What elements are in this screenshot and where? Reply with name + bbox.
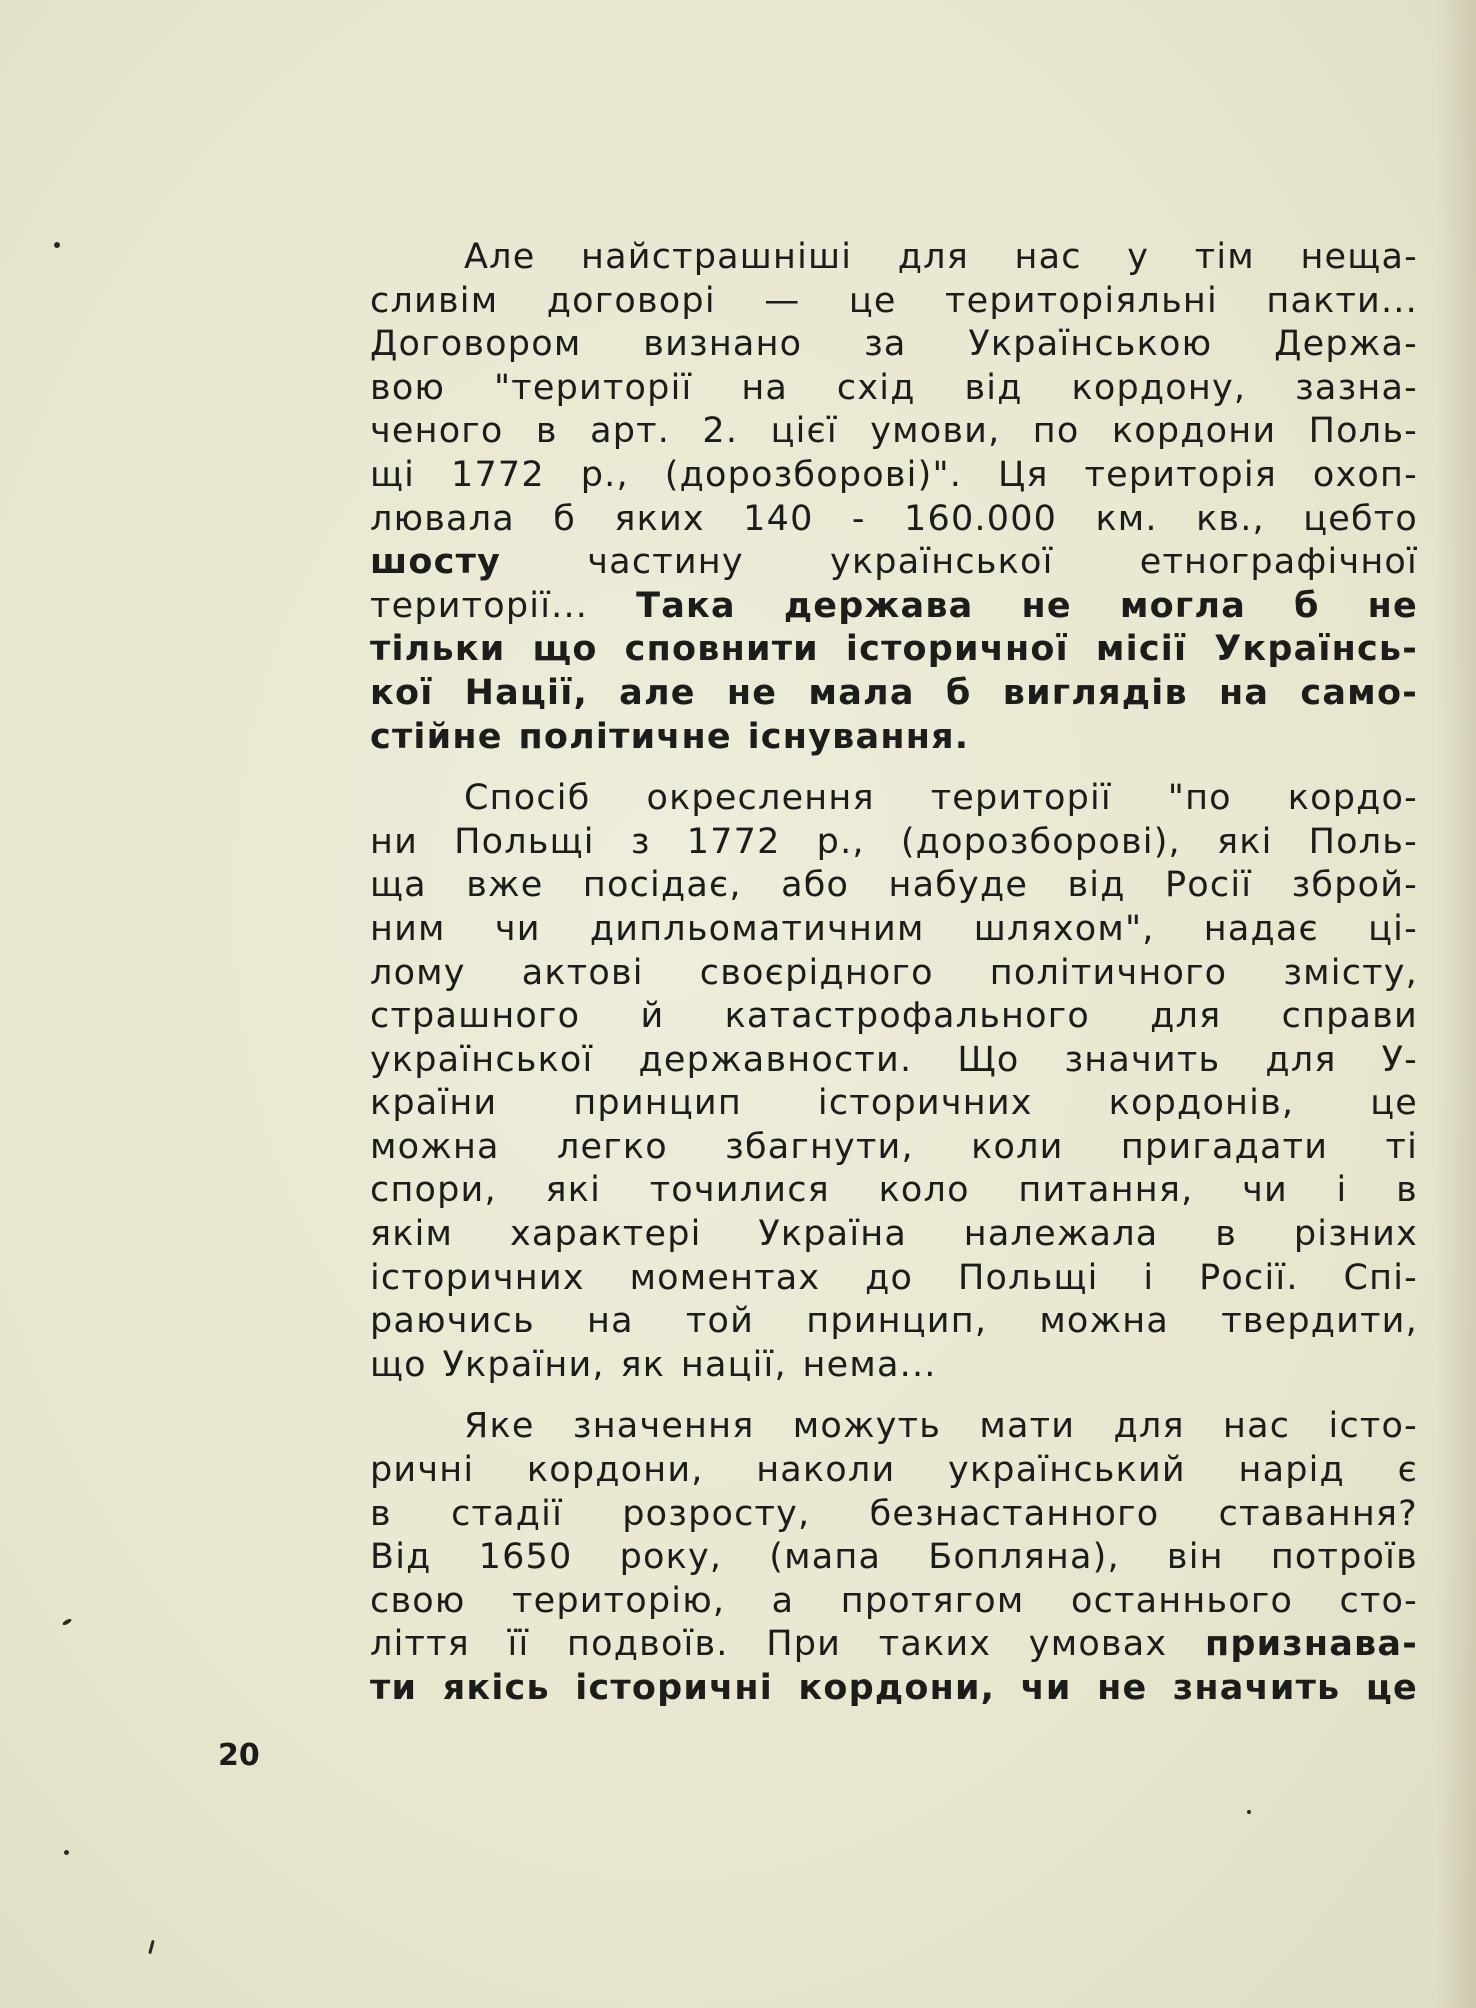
word: охоп- xyxy=(1312,454,1418,495)
word: для xyxy=(1265,1039,1337,1080)
word: це xyxy=(1370,1083,1418,1124)
word: в xyxy=(370,1493,392,1534)
word: У- xyxy=(1381,1039,1418,1080)
word: потроїв xyxy=(1270,1537,1418,1578)
word: належала xyxy=(963,1214,1159,1255)
text-line xyxy=(370,1169,1418,1213)
word: останнього xyxy=(1070,1580,1294,1621)
word: місії xyxy=(1095,629,1188,670)
word: Українсь- xyxy=(1214,629,1418,670)
text-line xyxy=(370,280,1418,324)
word: ченого xyxy=(370,411,504,452)
word: неща- xyxy=(1300,237,1418,277)
word: Росії xyxy=(1165,865,1253,906)
word: б xyxy=(553,498,577,539)
word: кв., xyxy=(1196,498,1265,539)
word: своєрідного xyxy=(699,952,934,993)
text-line xyxy=(370,1039,1418,1083)
word: що xyxy=(532,629,598,670)
word: різних xyxy=(1293,1214,1418,1255)
word: Росії. xyxy=(1199,1257,1299,1298)
word: які xyxy=(545,1170,602,1211)
word: року, xyxy=(619,1537,723,1578)
word: коли xyxy=(971,1126,1064,1167)
word: шляхом", xyxy=(973,908,1155,949)
paper-speck xyxy=(64,1850,69,1855)
word: цебто xyxy=(1303,498,1418,539)
word: території... xyxy=(370,585,589,626)
paper-speck xyxy=(1247,1810,1251,1814)
word: ричні xyxy=(370,1450,475,1491)
text-line xyxy=(370,410,1418,454)
word: політичного xyxy=(989,952,1228,993)
word: спори, xyxy=(370,1170,497,1211)
word: тім xyxy=(1194,237,1255,277)
word: принцип, xyxy=(806,1301,988,1342)
word: пригадати xyxy=(1120,1126,1329,1167)
word: як xyxy=(620,1344,666,1385)
text-line xyxy=(370,864,1418,908)
word: б xyxy=(945,672,972,713)
word: цієї xyxy=(770,411,838,452)
word: (мапа xyxy=(769,1537,882,1578)
text-line xyxy=(370,1623,1418,1667)
word: й xyxy=(640,996,665,1037)
text-line xyxy=(370,1344,1418,1388)
text-line xyxy=(370,1449,1418,1493)
paragraph-gap xyxy=(370,1387,1418,1405)
word: сповнити xyxy=(624,629,819,670)
text-line xyxy=(370,1300,1418,1344)
text-line xyxy=(370,777,1418,821)
paragraph-gap xyxy=(370,759,1418,777)
text-line xyxy=(370,821,1418,865)
word: вою xyxy=(370,367,446,408)
word: української xyxy=(370,1039,594,1080)
word: для xyxy=(1113,1406,1185,1447)
word: частину xyxy=(587,542,744,583)
word: ці- xyxy=(1368,908,1418,949)
word: нас xyxy=(1223,1406,1291,1447)
word: б xyxy=(1294,585,1320,626)
word: принцип xyxy=(573,1083,742,1124)
word: кої xyxy=(370,672,434,713)
word: вже xyxy=(466,865,544,906)
word: кордони, xyxy=(526,1450,704,1491)
text-line xyxy=(370,1257,1418,1301)
word: не xyxy=(1097,1668,1148,1708)
word: Але xyxy=(464,237,536,277)
word: державности. xyxy=(638,1039,913,1080)
word: лому xyxy=(370,952,466,993)
word: Польщі xyxy=(454,821,595,862)
word: договорі xyxy=(546,280,716,321)
word: ни xyxy=(370,821,419,862)
word: раючись xyxy=(370,1301,535,1342)
word: але xyxy=(619,672,696,713)
word: територія xyxy=(1084,454,1277,495)
word: моментах xyxy=(629,1257,821,1298)
word: території xyxy=(930,778,1112,819)
word: територію, xyxy=(512,1580,726,1621)
word: посідає, xyxy=(582,865,742,906)
word: 1772 xyxy=(450,454,545,495)
word: дипльоматичним xyxy=(589,908,925,949)
paper-speck xyxy=(62,1618,73,1626)
word: і xyxy=(1336,1170,1348,1211)
word: що xyxy=(370,1344,427,1385)
word: якісь xyxy=(442,1668,550,1708)
word: український xyxy=(948,1450,1186,1491)
word: протягом xyxy=(840,1580,1025,1621)
word: актові xyxy=(521,952,644,993)
word: 1650 xyxy=(478,1537,573,1578)
word: якім xyxy=(370,1214,454,1255)
word: арт. xyxy=(590,411,671,452)
word: ті xyxy=(1385,1126,1418,1167)
word: окреслення xyxy=(646,778,875,819)
word: признава- xyxy=(1204,1624,1418,1665)
text-line xyxy=(370,952,1418,996)
word: 2. xyxy=(702,411,739,452)
word: Україна xyxy=(758,1214,907,1255)
word: кордонів, xyxy=(1108,1083,1295,1124)
word: лювала xyxy=(370,498,515,539)
word: той xyxy=(685,1301,755,1342)
word: страшного xyxy=(370,996,581,1037)
word: катастрофального xyxy=(724,996,1090,1037)
word: Ця xyxy=(997,454,1049,495)
word: умови, xyxy=(870,411,1001,452)
word: на xyxy=(1219,672,1270,713)
page-edge-shadow xyxy=(1436,0,1476,2008)
word: розросту, xyxy=(622,1493,811,1534)
word: тільки xyxy=(370,629,506,670)
text-line xyxy=(370,1126,1418,1170)
paper-speck xyxy=(148,1940,155,1954)
word: р., xyxy=(580,454,629,495)
word: — xyxy=(764,280,801,321)
word: змісту, xyxy=(1283,952,1418,993)
paragraph xyxy=(370,236,1418,759)
word: найстрашніші xyxy=(581,237,853,277)
word: свою xyxy=(370,1580,466,1621)
word: Бопляна), xyxy=(928,1537,1120,1578)
word: збрoй- xyxy=(1291,865,1418,906)
word: "території xyxy=(493,367,693,408)
word: кордону, xyxy=(1071,367,1247,408)
paper-speck xyxy=(54,242,60,248)
text-line xyxy=(370,716,1418,760)
text-line xyxy=(370,323,1418,367)
text-line xyxy=(370,541,1418,585)
word: характері xyxy=(509,1214,702,1255)
word: історичних xyxy=(370,1257,585,1298)
text-line xyxy=(370,1493,1418,1537)
word: територіяльні xyxy=(945,280,1218,321)
word: значить xyxy=(1172,1668,1341,1708)
text-line xyxy=(370,995,1418,1039)
word: коло xyxy=(878,1170,970,1211)
word: виглядів xyxy=(1002,672,1188,713)
word: надає xyxy=(1203,908,1319,949)
word: чи xyxy=(1242,1170,1288,1211)
word: зазна- xyxy=(1295,367,1418,408)
word: української xyxy=(830,542,1054,583)
word: нарід xyxy=(1238,1450,1345,1491)
text-line xyxy=(370,1580,1418,1624)
word: Спі- xyxy=(1343,1257,1418,1298)
word: Поль- xyxy=(1308,411,1418,452)
text-line xyxy=(370,672,1418,716)
word: за xyxy=(864,324,907,365)
word: ставання? xyxy=(1218,1493,1418,1534)
word: пакти... xyxy=(1266,280,1418,321)
word: по xyxy=(1032,411,1080,452)
text-line xyxy=(370,628,1418,672)
page-number: 20 xyxy=(218,1738,260,1773)
word: При xyxy=(766,1624,842,1665)
word: істо- xyxy=(1328,1406,1418,1447)
word: нас xyxy=(1014,237,1082,277)
word: Нації, xyxy=(464,672,588,713)
word: мати xyxy=(979,1406,1076,1447)
word: нема... xyxy=(802,1344,937,1385)
text-line xyxy=(370,367,1418,411)
word: не xyxy=(1021,585,1072,626)
text-line xyxy=(370,1213,1418,1257)
word: р., xyxy=(816,821,865,862)
word: до xyxy=(865,1257,914,1298)
word: твердити, xyxy=(1221,1301,1418,1342)
word: (дорозборові), xyxy=(900,821,1181,862)
word: України, xyxy=(442,1344,605,1385)
word: для xyxy=(1150,996,1222,1037)
word: чи xyxy=(494,908,541,949)
word: справи xyxy=(1281,996,1418,1037)
word: держава xyxy=(783,585,974,626)
word: не xyxy=(1367,585,1418,626)
word: політичне xyxy=(518,716,732,757)
word: безнастанного xyxy=(869,1493,1160,1534)
word: в xyxy=(1396,1170,1418,1211)
word: Спосіб xyxy=(464,778,591,819)
word: умовах xyxy=(1028,1624,1168,1665)
word: таких xyxy=(878,1624,992,1665)
word: історичної xyxy=(845,629,1069,670)
word: само- xyxy=(1300,672,1418,713)
word: країни xyxy=(370,1083,498,1124)
word: наколи xyxy=(756,1450,896,1491)
word: 160.000 xyxy=(904,498,1058,539)
word: чи xyxy=(1020,1668,1072,1708)
word: на xyxy=(741,367,789,408)
word: у xyxy=(1127,237,1150,277)
word: Договором xyxy=(370,324,582,365)
word: є xyxy=(1397,1450,1418,1491)
word: ти xyxy=(370,1668,418,1708)
text-line xyxy=(370,498,1418,542)
word: це xyxy=(848,280,897,321)
word: для xyxy=(897,237,969,277)
word: легко xyxy=(556,1126,668,1167)
word: а xyxy=(771,1580,795,1621)
body-text xyxy=(370,236,1418,1711)
word: нації, xyxy=(680,1344,787,1385)
text-line xyxy=(370,1082,1418,1126)
word: від xyxy=(964,367,1023,408)
word: шосту xyxy=(370,542,502,583)
text-line xyxy=(370,1667,1418,1711)
word: 1772 xyxy=(686,821,781,862)
word: мала xyxy=(808,672,915,713)
word: могла xyxy=(1119,585,1247,626)
word: схід xyxy=(836,367,916,408)
word: км. xyxy=(1095,498,1158,539)
word: Держа- xyxy=(1274,324,1418,365)
word: стійне xyxy=(370,716,503,757)
word: він xyxy=(1166,1537,1224,1578)
word: які xyxy=(1216,821,1273,862)
word: сливім xyxy=(370,280,499,321)
word: Що xyxy=(957,1039,1020,1080)
word: збагнути, xyxy=(725,1126,914,1167)
word: від xyxy=(1067,865,1126,906)
word: сто- xyxy=(1339,1580,1418,1621)
word: (дорозборові)". xyxy=(664,454,963,495)
word: на xyxy=(587,1301,634,1342)
word: стадії xyxy=(451,1493,563,1534)
word: 140 xyxy=(743,498,814,539)
text-line xyxy=(370,236,1418,280)
word: не xyxy=(726,672,778,713)
word: яких xyxy=(614,498,705,539)
word: Від xyxy=(370,1537,432,1578)
paragraph xyxy=(370,1405,1418,1710)
word: історичні xyxy=(575,1668,773,1708)
word: ща xyxy=(370,865,427,906)
word: ліття xyxy=(370,1624,470,1665)
word: Поль- xyxy=(1308,821,1418,862)
word: можна xyxy=(370,1126,500,1167)
word: і xyxy=(1143,1257,1155,1298)
word: в xyxy=(535,411,558,452)
text-line xyxy=(370,1536,1418,1580)
word: етнографічної xyxy=(1139,542,1418,583)
word: Українською xyxy=(968,324,1213,365)
word: її xyxy=(507,1624,530,1665)
text-line xyxy=(370,454,1418,498)
word: існування. xyxy=(747,716,970,757)
word: питання, xyxy=(1018,1170,1194,1211)
word: Польщі xyxy=(957,1257,1099,1298)
word: точилися xyxy=(649,1170,830,1211)
word: Така xyxy=(636,585,736,626)
word: можуть xyxy=(792,1406,942,1447)
word: кордони xyxy=(1111,411,1277,452)
text-line xyxy=(370,585,1418,629)
word: кордо- xyxy=(1287,778,1418,819)
word: значить xyxy=(1064,1039,1221,1080)
word: можна xyxy=(1039,1301,1170,1342)
paragraph xyxy=(370,777,1418,1387)
word: історичних xyxy=(817,1083,1033,1124)
word: або xyxy=(781,865,850,906)
word: подвоїв. xyxy=(567,1624,729,1665)
word: "по xyxy=(1167,778,1232,819)
word: набуде xyxy=(888,865,1029,906)
word: ним xyxy=(370,908,446,949)
word: щі xyxy=(370,454,416,495)
word: з xyxy=(630,821,651,862)
word: Яке xyxy=(464,1406,535,1447)
word: значення xyxy=(572,1406,755,1447)
word: це xyxy=(1365,1668,1418,1708)
text-line xyxy=(370,908,1418,952)
word: в xyxy=(1215,1214,1238,1255)
word: кордони, xyxy=(798,1668,996,1708)
word: визнано xyxy=(643,324,803,365)
word: - xyxy=(851,498,866,539)
text-line xyxy=(370,1405,1418,1449)
